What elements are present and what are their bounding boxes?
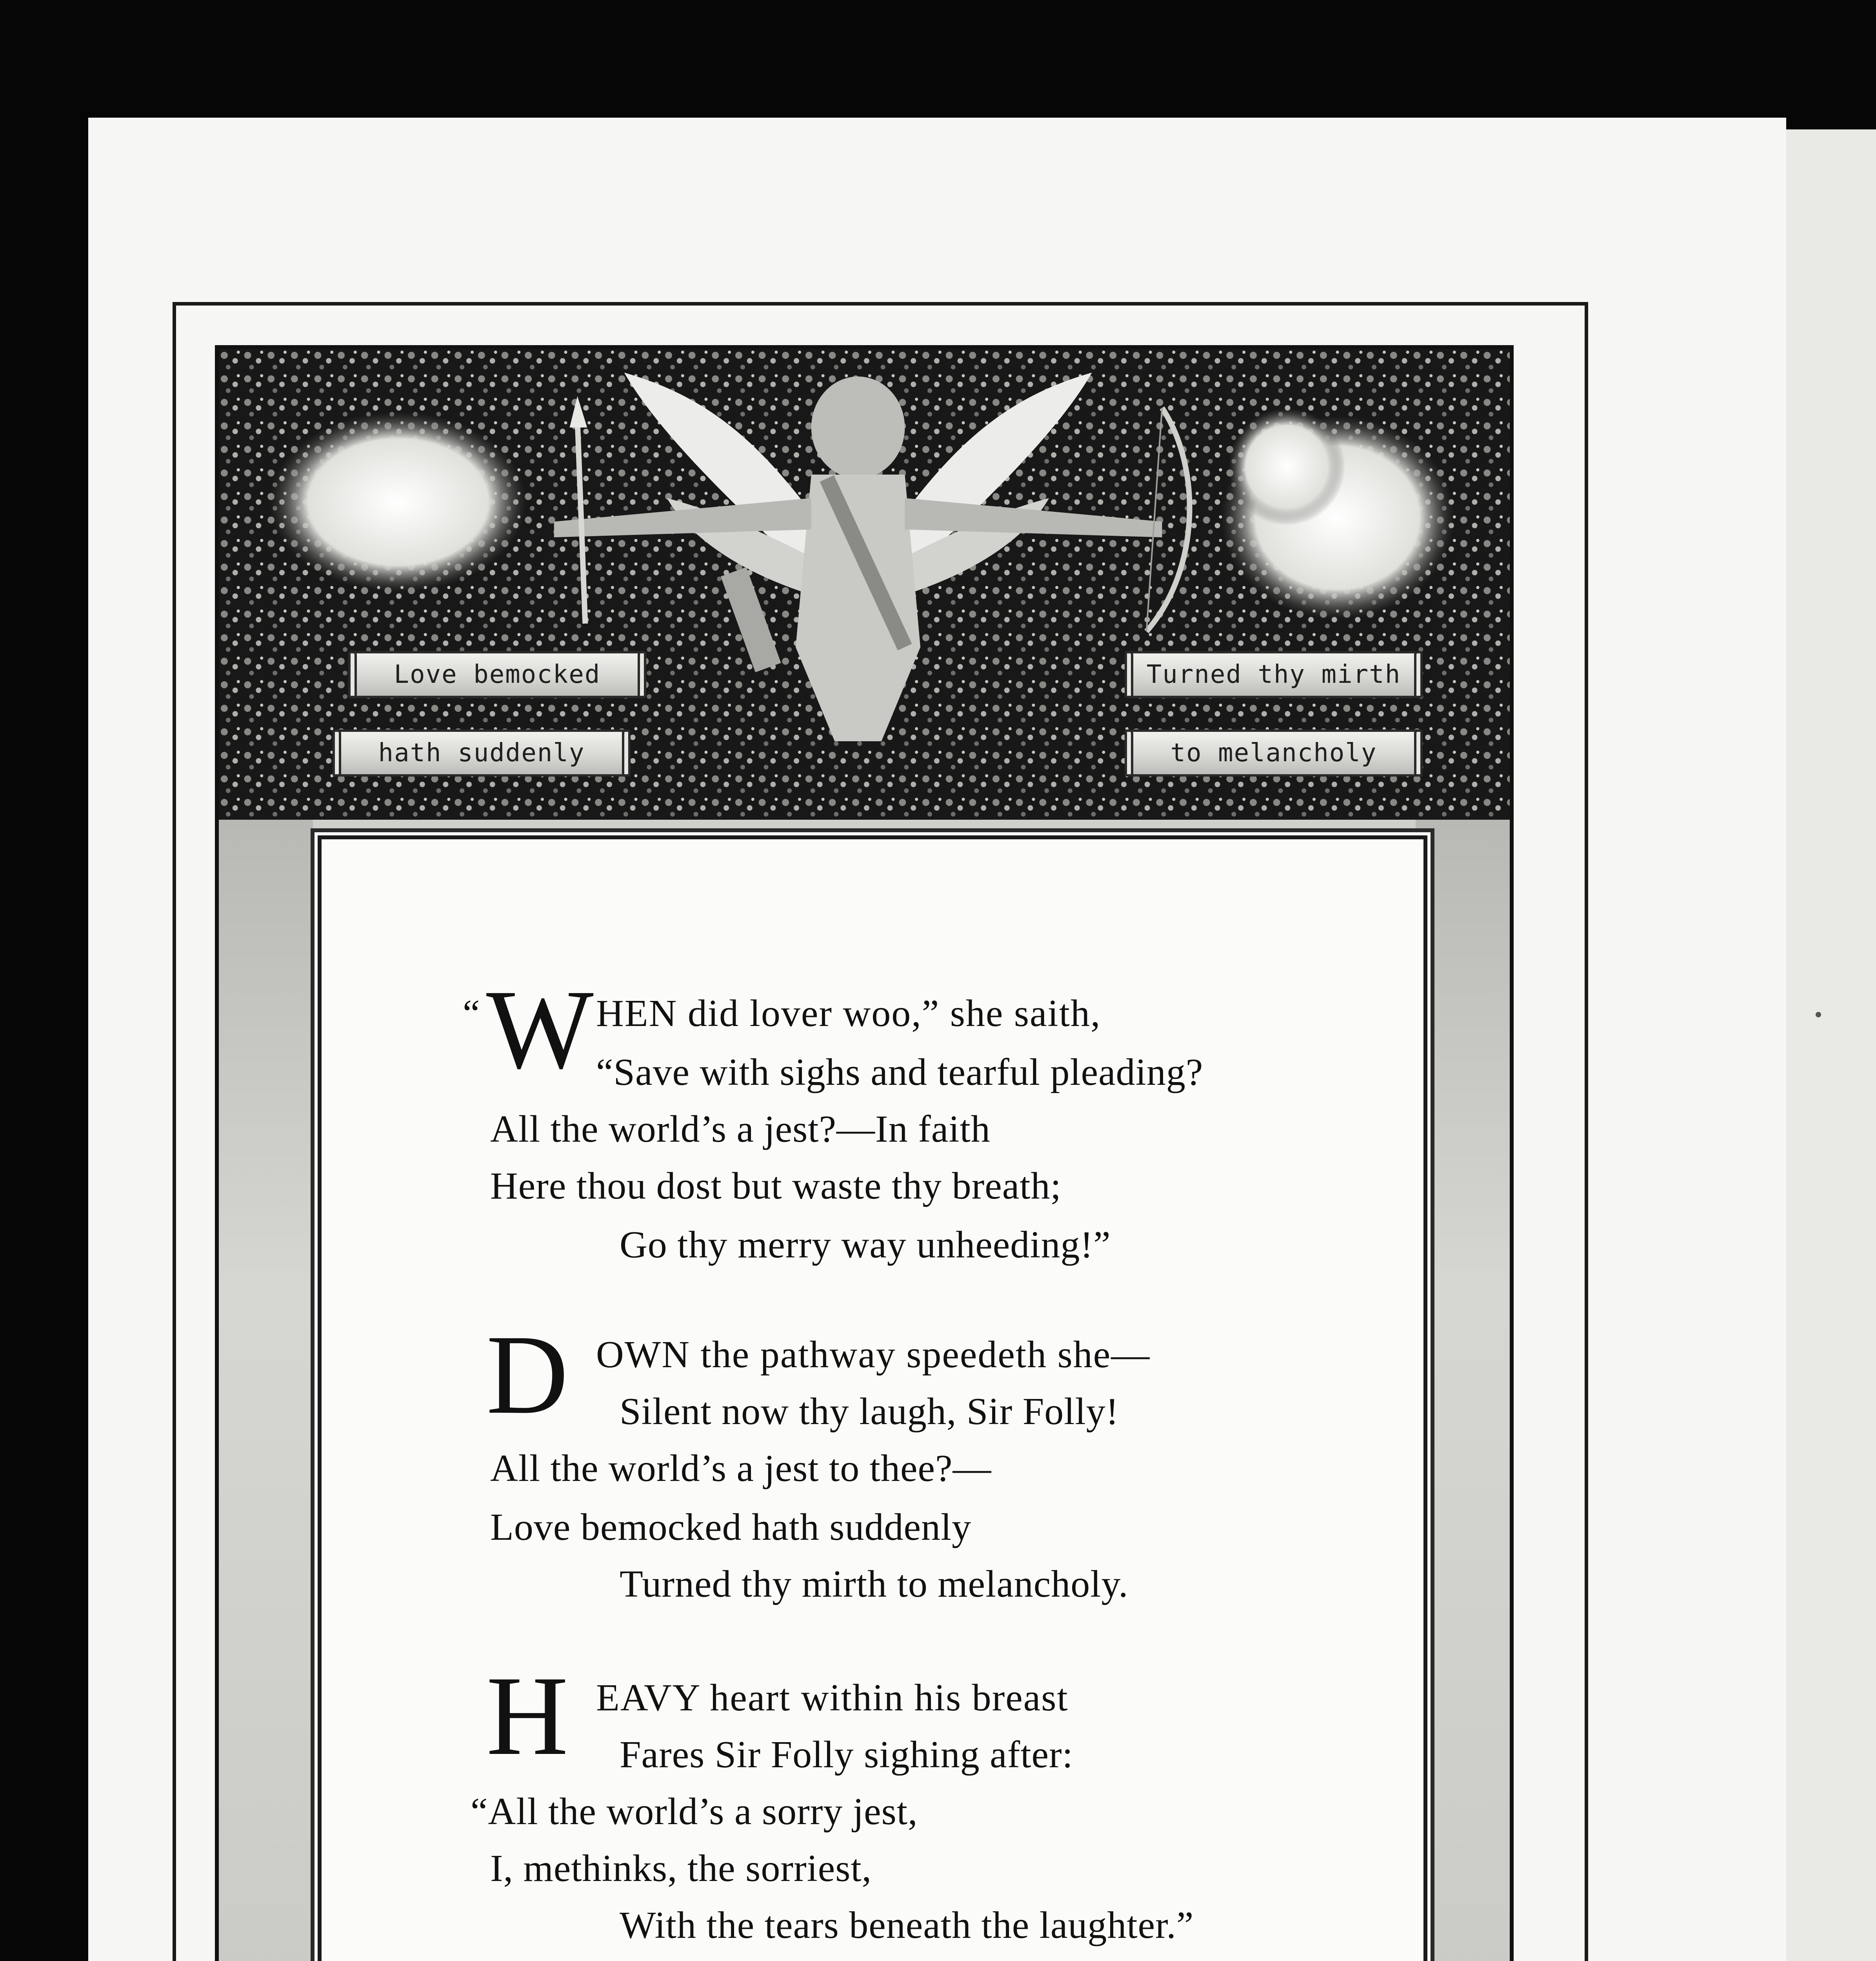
banner-hath-suddenly: hath suddenly — [333, 729, 631, 777]
dropcap-d: D — [486, 1312, 569, 1437]
left-side-strip — [219, 820, 313, 1961]
banner-to-melancholy: to melancholy — [1125, 729, 1423, 777]
dropcap-h: H — [486, 1653, 569, 1779]
stanza1-line1: HEN did lover woo,” she saith, — [596, 992, 1101, 1035]
stanza2-line2: Silent now thy laugh, Sir Folly! — [620, 1390, 1119, 1433]
stanza3-line3: “All the world’s a sorry jest, — [471, 1790, 918, 1833]
stanza1-line2: “Save with sighs and tearful pleading? — [596, 1051, 1203, 1093]
stanza2-line5: Turned thy mirth to melancholy. — [620, 1563, 1129, 1605]
stanza1-line3: All the world’s a jest?—In faith — [490, 1108, 991, 1150]
stanza3-line1: EAVY heart within his breast — [596, 1677, 1069, 1719]
stanza3-line2: Fares Sir Folly sighing after: — [620, 1734, 1073, 1776]
stanza1-line4: Here thou dost but waste thy breath; — [490, 1165, 1062, 1207]
poem — [322, 839, 1423, 1961]
stanza1-line5: Go thy merry way unheeding!” — [620, 1224, 1111, 1266]
banner-love-bemocked: Love bemocked — [348, 651, 646, 698]
stanza2-line4: Love bemocked hath suddenly — [490, 1506, 972, 1548]
stanza2-line3: All the world’s a jest to thee?— — [490, 1447, 992, 1490]
stanza3-line5: With the tears beneath the laughter.” — [620, 1904, 1194, 1946]
stanza3-line4: I, methinks, the sorriest, — [490, 1847, 872, 1890]
paper-speck — [1816, 1012, 1821, 1017]
banner-turned-thy-mirth: Turned thy mirth — [1125, 651, 1423, 698]
open-quote: “ — [463, 992, 480, 1035]
right-side-strip — [1416, 820, 1510, 1961]
poem-panel — [318, 835, 1427, 1961]
illustrated-frame — [215, 345, 1514, 1961]
stanza2-line1: OWN the pathway speedeth she— — [596, 1333, 1151, 1376]
dropcap-w: W — [486, 966, 594, 1092]
